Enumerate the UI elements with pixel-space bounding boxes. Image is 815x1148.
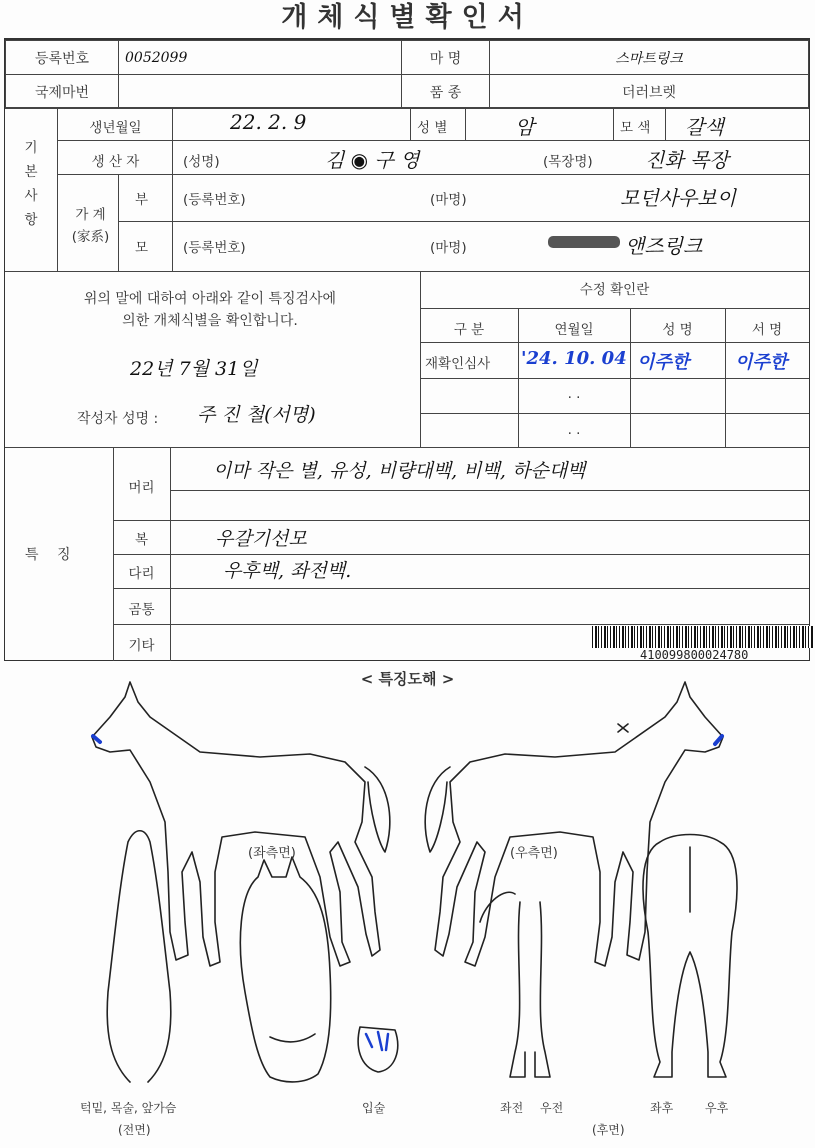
- farm-value: 진화 목장: [645, 148, 729, 172]
- legs-label: 다리: [128, 566, 155, 582]
- other-label: 기타: [128, 638, 155, 654]
- body-value: 우갈기선모: [215, 528, 307, 550]
- sire-name-value: 모던사우보이: [620, 186, 736, 210]
- producer-name-label: (성명): [183, 154, 220, 170]
- reg-label: 등록번호: [6, 41, 119, 75]
- rev-header-sign: 서 명: [751, 322, 783, 338]
- neck-front-figure: [107, 831, 171, 1082]
- document-title: 개체식별확인서: [281, 2, 534, 33]
- confirm-text: 위의 말에 대하여 아래와 같이 특징검사에 의한 개체식별을 확인합니다.: [83, 291, 337, 329]
- sex-label: 성 별: [417, 120, 448, 136]
- rev-header-type: 구 분: [453, 322, 485, 338]
- rev-row3-date: . .: [567, 422, 581, 438]
- revision-title: 수정 확인란: [579, 282, 650, 298]
- breed-value: 더러브렛: [490, 75, 809, 109]
- form-frame: [4, 38, 810, 661]
- reg-value: 0052099: [119, 41, 402, 75]
- horse-diagram: [0, 672, 815, 1148]
- confirm-block: [5, 271, 809, 448]
- color-value: 갈색: [685, 115, 724, 139]
- rev-header-date: 연월일: [554, 322, 594, 338]
- sire-name-label: (마명): [430, 192, 467, 208]
- front-caption: (전면): [118, 1123, 151, 1137]
- rev-row1-sign: 이주한: [735, 352, 788, 373]
- rev-row2-date: . .: [567, 386, 581, 402]
- neck-caption: 턱밑, 목술, 앞가슴: [80, 1101, 177, 1115]
- dob-label: 생년월일: [89, 120, 142, 136]
- sire-reg-label: (등록번호): [183, 192, 246, 208]
- top-table: [5, 40, 809, 109]
- head-value: 이마 작은 별, 유성, 비량대백, 비백, 하순대백: [213, 460, 586, 482]
- basic-section-label: 기 본 사 항: [24, 140, 38, 228]
- left-front-caption: 좌전: [500, 1101, 524, 1115]
- basic-block: [5, 107, 809, 272]
- right-hind-caption: 우후: [705, 1101, 729, 1115]
- dam-name-value: 앤즈링크: [625, 234, 703, 258]
- producer-label: 생 산 자: [91, 154, 140, 170]
- sex-value: 암: [515, 115, 535, 139]
- producer-name-value: 김 ◉ 구 영: [325, 148, 420, 172]
- rev-header-name: 성 명: [662, 322, 693, 338]
- intl-label: 국제마번: [6, 75, 119, 109]
- right-front-caption: 우전: [540, 1101, 564, 1115]
- dam-reg-label: (등록번호): [183, 240, 246, 256]
- rev-row1-type: 재확인심사: [425, 356, 491, 372]
- barcode: [592, 626, 814, 648]
- horse-right-side-figure: [425, 682, 723, 966]
- head-front-figure: [240, 857, 330, 1082]
- rev-row1-date: '24. 10. 04: [521, 348, 627, 369]
- rev-row1-name: 이주한: [637, 352, 690, 373]
- confirm-date: 22년 7월 31일: [130, 358, 258, 380]
- sire-label: 부: [135, 192, 149, 208]
- barcode-number: 410099800024780: [640, 648, 749, 662]
- rear-view-figure: [643, 835, 737, 1078]
- writer-label: 작성자 성명 :: [77, 411, 159, 427]
- right-side-caption: (우측면): [510, 846, 558, 861]
- redacted-mark: [548, 236, 620, 248]
- body-label: 복: [134, 532, 149, 548]
- writer-signature: 주 진 철(서명): [197, 404, 316, 426]
- intl-value: [119, 75, 402, 109]
- front-legs-figure: [480, 892, 550, 1077]
- name-value: 스마트링크: [490, 41, 809, 75]
- lineage-label: 가 계 (家系): [71, 207, 110, 245]
- farm-label: (목장명): [543, 154, 593, 170]
- diagram-title: < 특징도해 >: [360, 670, 455, 688]
- lip-figure: [358, 1027, 398, 1072]
- dam-name-label: (마명): [430, 240, 467, 256]
- dob-value: 22. 2. 9: [230, 110, 307, 134]
- dam-label: 모: [135, 240, 149, 256]
- head-label: 머리: [128, 480, 155, 496]
- lip-caption: 입술: [362, 1101, 386, 1115]
- color-label: 모 색: [620, 120, 651, 136]
- name-label: 마 명: [402, 41, 490, 75]
- breed-label: 품 종: [402, 75, 490, 109]
- rear-caption: (후면): [592, 1123, 625, 1137]
- left-hind-caption: 좌후: [650, 1101, 674, 1115]
- features-section-label: 특 징: [25, 547, 71, 563]
- left-side-caption: (좌측면): [248, 846, 296, 861]
- torso-label: 곰통: [128, 602, 155, 618]
- legs-value: 우후백, 좌전백.: [223, 560, 352, 582]
